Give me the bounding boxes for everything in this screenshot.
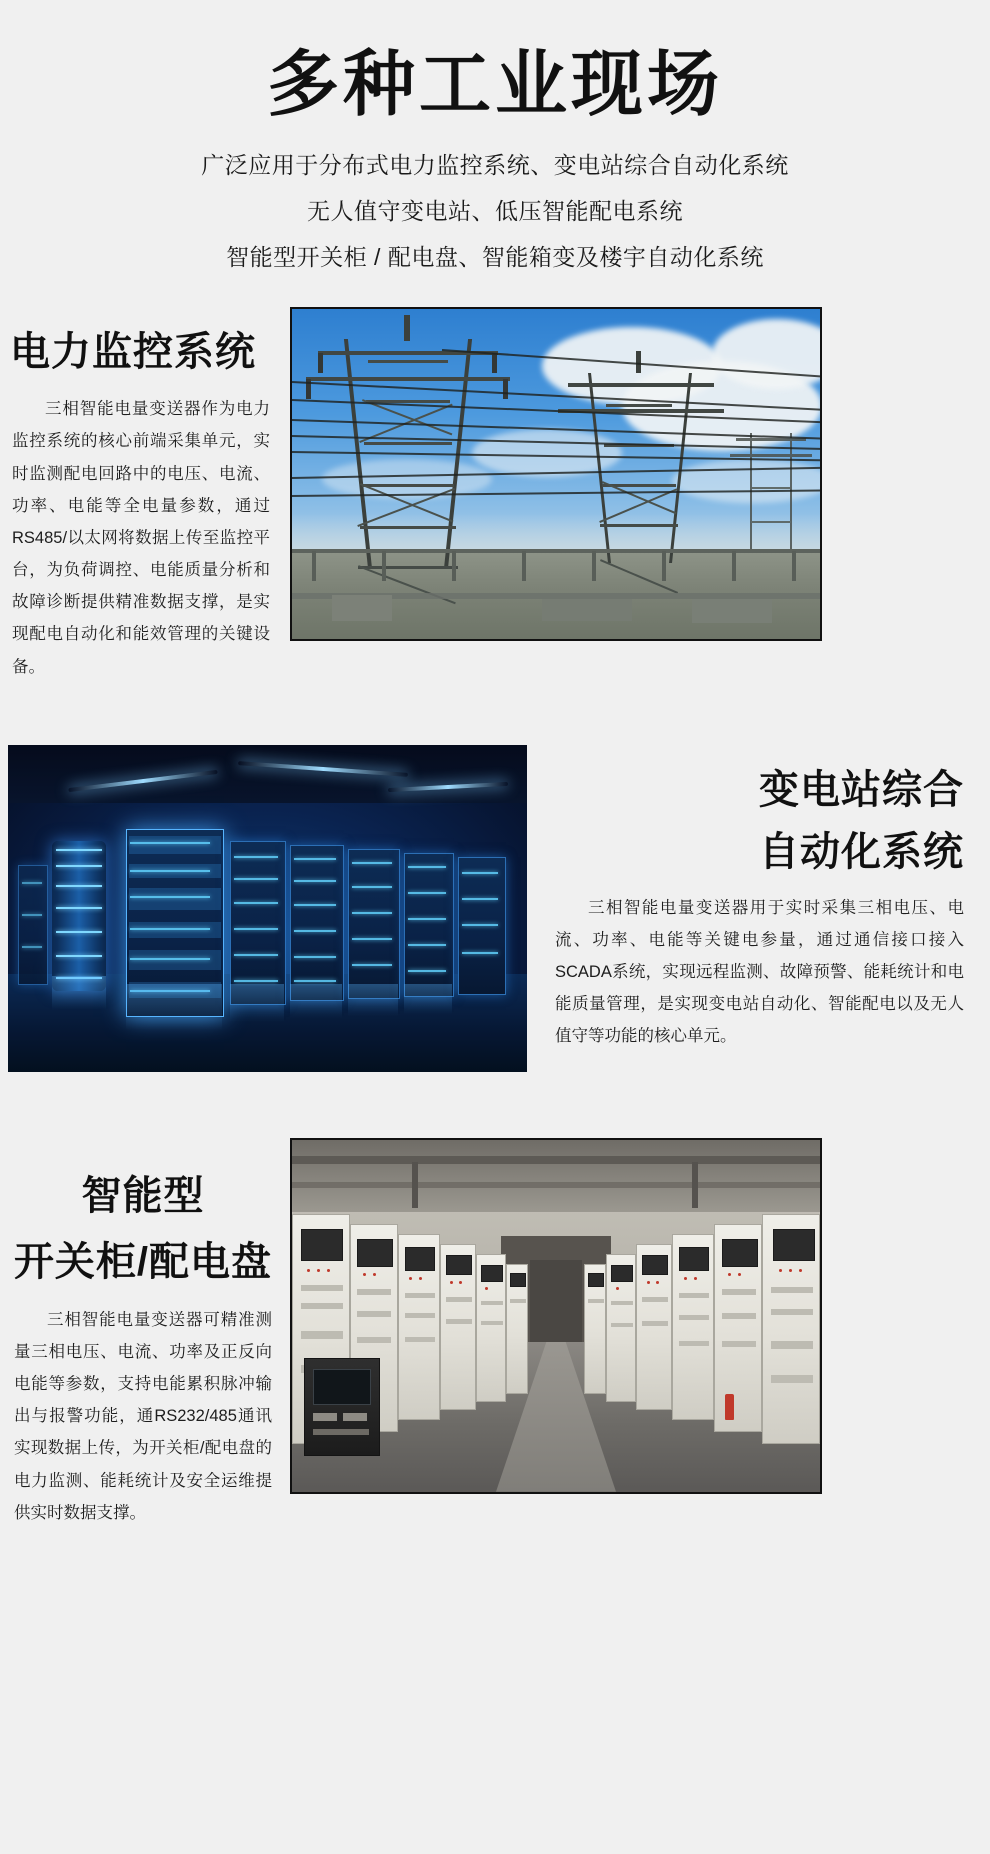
section-switchgear-panel [0, 1138, 990, 1569]
support-post [312, 551, 316, 581]
switchgear-cabinet [398, 1234, 440, 1420]
ceiling-beam [292, 1182, 820, 1188]
ceiling-support [412, 1162, 418, 1208]
switchgear-cabinet [636, 1244, 672, 1410]
substation-automation-photo [8, 745, 527, 1072]
section-2-title-line-2: 自动化系统 [759, 830, 964, 875]
support-post [452, 551, 456, 581]
section-1-body: 三相智能电量变送器作为电力监控系统的核心前端采集单元，实时监测配电回路中的电压、电流、功率、电能等全电量参数，通过RS485/以太网将数据上传至监控平台，为负荷调控、电能质量分析和故障诊断提供精准数据支撑，是实现配电自动化和能效管理的关键设备。 [12, 400, 270, 676]
floor-reflection [126, 984, 222, 1030]
section-3-title-line-2: 开关柜/配电盘 [13, 1239, 273, 1284]
switchgear-cabinet [506, 1264, 528, 1394]
switchgear-cabinet [440, 1244, 476, 1410]
section-1-title: 电力监控系统 [10, 329, 256, 374]
section-2-image-col [0, 745, 527, 1072]
section-3-text [0, 1138, 290, 1529]
section-1-image-col [290, 307, 990, 641]
server-rack [404, 853, 454, 997]
yard-equipment [542, 599, 632, 621]
room-ceiling [292, 1140, 820, 1212]
subtitle-line-3: 智能型开关柜 / 配电盘、智能箱变及楼宇自动化系统 [226, 243, 764, 270]
floor-reflection [404, 984, 452, 1014]
lattice-tower-far [744, 433, 798, 553]
switchgear-cabinet [714, 1224, 762, 1432]
switchgear-cabinet [584, 1264, 606, 1394]
section-2-body: 三相智能电量变送器用于实时采集三相电压、电流、功率、电能等关键电参量，通过通信接口接入SCADA系统，实现远程监测、故障预警、能耗统计和电能质量管理，是实现变电站自动化、智能配电以及无人值守等功能的核心单元。 [555, 898, 964, 1046]
yard-equipment [692, 599, 772, 623]
switchgear-cabinet [476, 1254, 506, 1402]
control-console [304, 1358, 380, 1456]
yard-equipment [332, 595, 392, 621]
subtitle-line-2: 无人值守变电站、低压智能配电系统 [307, 198, 683, 225]
floor-reflection [230, 984, 284, 1022]
hall-ceiling [8, 745, 527, 803]
server-rack [230, 841, 286, 1005]
support-post [662, 551, 666, 581]
page-title: 多种工业现场 [266, 45, 723, 125]
floor-reflection [290, 984, 342, 1018]
section-3-image-col [290, 1138, 990, 1494]
switchgear-row-right [590, 1214, 820, 1444]
section-substation-automation [0, 745, 990, 1072]
floor-reflection [52, 976, 106, 1010]
switchgear-room-photo [290, 1138, 822, 1494]
section-1-text [0, 307, 290, 683]
far-door [530, 1260, 582, 1346]
section-2-title-line-1: 变电站综合 [759, 767, 964, 812]
fire-extinguisher [725, 1394, 734, 1420]
page-header [0, 0, 990, 273]
ceiling-support [692, 1162, 698, 1208]
server-rack [290, 845, 344, 1001]
section-3-body: 三相智能电量变送器可精准测量三相电压、电流、功率及正反向电能等参数，支持电能累积脉冲输出与报警功能，通RS232/485通讯实现数据上传，为开关柜/配电盘的电力监测、能耗统计及安全运维提供实时数据支撑。 [14, 1310, 272, 1522]
support-post [382, 551, 386, 581]
section-3-title-line-1: 智能型 [81, 1173, 205, 1218]
support-post [792, 551, 796, 581]
support-post [732, 551, 736, 581]
ceiling-beam [292, 1156, 820, 1164]
switchgear-cabinet [762, 1214, 820, 1444]
subtitle-line-1: 广泛应用于分布式电力监控系统、变电站综合自动化系统 [201, 152, 789, 179]
server-rack-far [18, 865, 48, 985]
section-power-monitoring [0, 307, 990, 683]
floor-reflection [348, 984, 398, 1016]
server-rack [458, 857, 506, 995]
switchgear-cabinet [672, 1234, 714, 1420]
subtitle-list [0, 151, 990, 273]
support-post [522, 551, 526, 581]
server-rack [348, 849, 400, 999]
cylindrical-rack [52, 841, 106, 991]
power-transmission-photo [290, 307, 822, 641]
section-2-text [527, 745, 982, 1053]
support-post [592, 551, 596, 581]
yard-busbar [292, 549, 820, 553]
switchgear-cabinet [606, 1254, 636, 1402]
